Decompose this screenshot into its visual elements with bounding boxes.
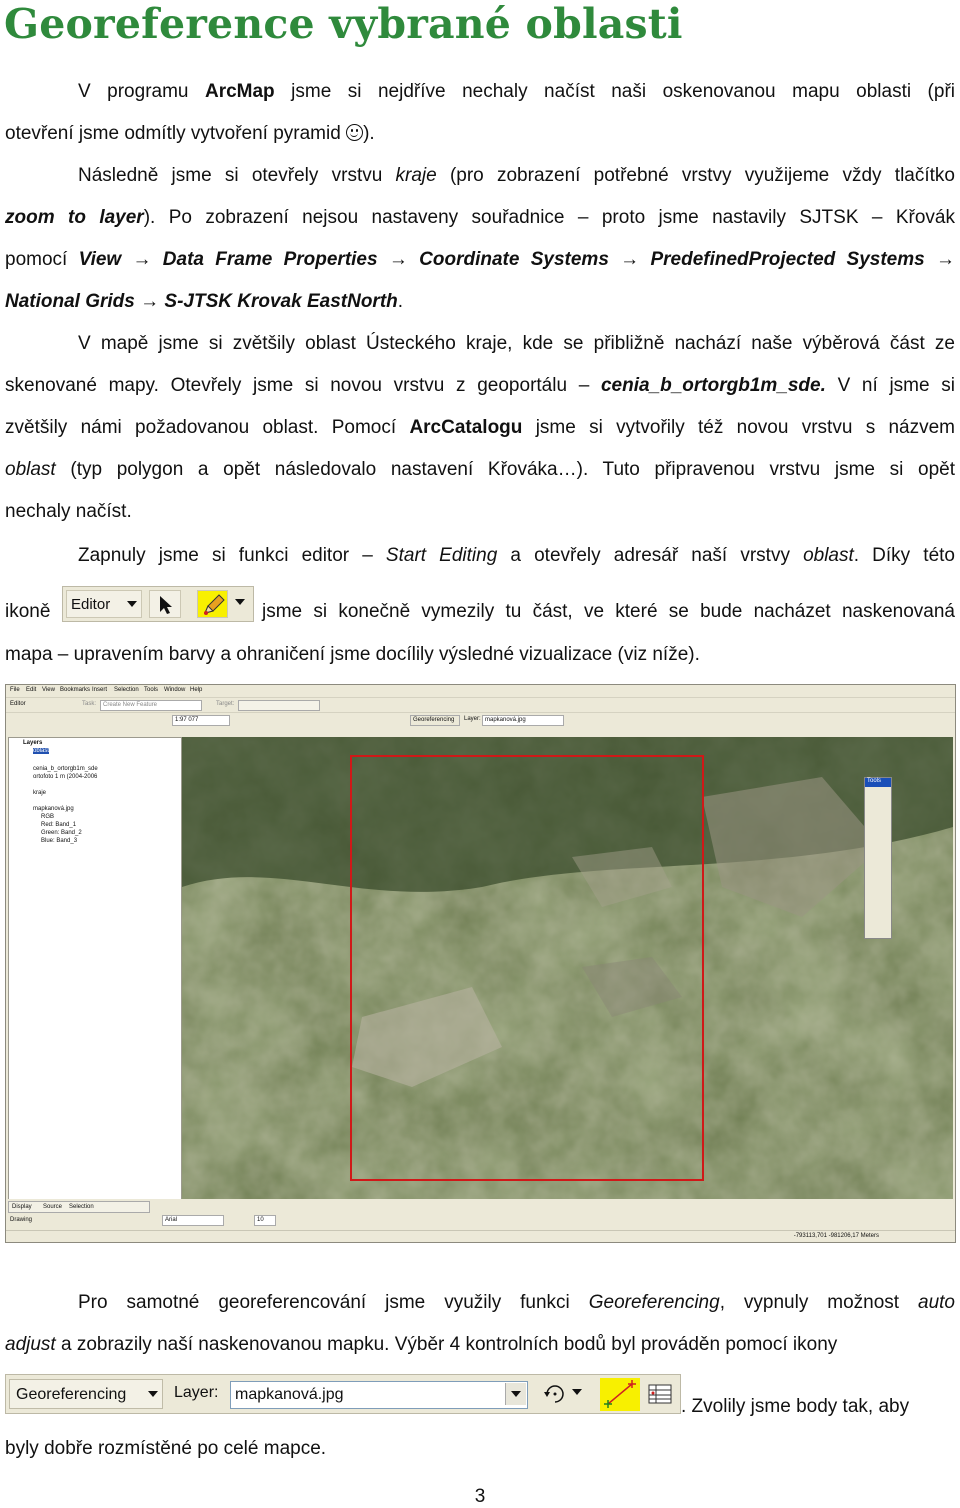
scale-box: 1:97 077	[172, 715, 230, 726]
arcmap-screenshot	[5, 684, 956, 1243]
status-bar: -793113,701 -981206,17 Meters	[6, 1230, 955, 1242]
tools-toolbar: Tools	[864, 777, 892, 939]
sketch-tool-button	[197, 590, 228, 618]
edit-tool-button	[149, 590, 181, 618]
rotate-icon	[542, 1382, 568, 1406]
paragraph-1: V programu ArcMap jsme si nejdříve nechaly načíst naši oskenovanou mapu oblasti (při otevření jsme odmítly vytvoření pyramid ).	[5, 81, 956, 144]
chevron-down-icon	[572, 1389, 582, 1396]
paragraph-4: Zapnuly jsme si funkci editor – Start Editing a otevřely adresář naší vrstvy oblast. Díky této	[78, 545, 956, 566]
editor-toolbar-row: Editor Task: Create New Feature Target:	[6, 697, 955, 712]
link-table-icon	[648, 1384, 672, 1404]
georeferencing-toolbar-image: Georeferencing Layer: mapkanová.jpg	[5, 1374, 681, 1414]
layer-select: mapkanová.jpg	[230, 1381, 528, 1409]
menu-bar: File Edit View Bookmarks Insert Selection Tools Window Help	[6, 685, 955, 696]
arrow-cursor-icon	[159, 595, 173, 615]
standard-toolbar-row: 1:97 077 Georeferencing Layer: mapkanová.jpg	[6, 712, 955, 727]
chevron-down-icon	[235, 599, 245, 606]
editor-toolbar-image	[62, 586, 254, 622]
paragraph-2: Následně jsme si otevřely vrstvu kraje (pro zobrazení potřebné vrstvy využijeme vždy tlačítko zoom to layer). Po zobrazení nejsou nastaveny souřadnice – proto jsme nastavily SJTSK – Křovák pomocí View → Data Frame Properties → Coordinate Systems → PredefinedProjected Systems → National Grids → S-JTSK Krovak EastNorth.	[5, 165, 955, 312]
control-point-icon	[600, 1378, 640, 1411]
editor-dropdown: Editor	[66, 590, 142, 618]
add-control-points-button	[600, 1378, 640, 1411]
map-view	[182, 737, 953, 1199]
paragraph-3: V mapě jsme si zvětšily oblast Ústeckého kraje, kde se přibližně nachází naše výběrová část ze skenované mapy. Otevřely jsme si novou vrstvu z geoportálu – cenia_b_ortorgb1m_sde. V ní jsme si zvětšily námi požadovanou oblast. Pomocí ArcCatalogu jsme si vytvořily též novou vrstvu s názvem oblast (typ polygon a opět následovalo nastavení Křováka…). Tuto připravenou vrstvu jsme si opět nechaly načíst.	[5, 333, 956, 522]
paragraph-4-last: mapa – upravením barvy a ohraničení jsme docílily výsledné vizualizace (viz níže).	[5, 644, 700, 665]
paragraph-5-last: byly dobře rozmístěné po celé mapce.	[5, 1438, 327, 1459]
chevron-down-icon	[148, 1391, 158, 1398]
paragraph-4-cont: jsme si konečně vymezily tu část, ve které se bude nacházet naskenovaná	[262, 601, 955, 622]
pencil-icon	[202, 594, 226, 616]
paragraph-4-icon-word: ikoně	[5, 601, 51, 622]
page-number: 3	[474, 1486, 486, 1507]
page-title: Georeference vybrané oblasti	[4, 0, 683, 48]
drawing-toolbar: Display Source Selection Drawing Arial 10	[6, 1199, 955, 1229]
satellite-map	[182, 737, 953, 1199]
chevron-down-icon	[127, 601, 137, 608]
paragraph-5: Pro samotné georeferencování jsme využily funkci Georeferencing, vypnuly možnost auto adjust a zobrazily naší naskenovanou mapku. Výběr 4 kontrolních bodů byl prováděn pomocí ikony	[5, 1292, 955, 1355]
paragraph-5-cont: . Zvolily jsme body tak, aby	[681, 1396, 910, 1417]
table-of-contents: Layers oblast cenia_b_ortorgb1m_sde ortofoto 1 m (2004-2006 kraje mapkanová.jpg RGB Red: Band_1 Green: Band_2 Blue: Band_3	[8, 737, 182, 1201]
smiley-icon	[346, 124, 363, 141]
chevron-down-icon	[511, 1391, 521, 1398]
